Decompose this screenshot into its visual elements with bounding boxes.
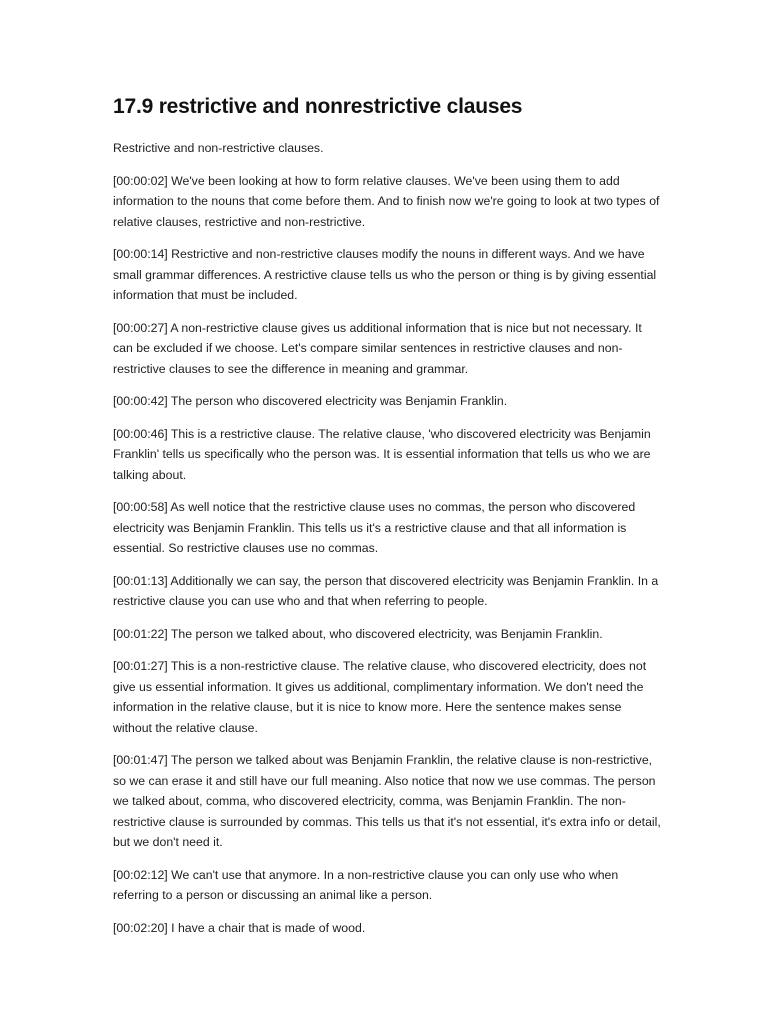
paragraph-00-01-22: [00:01:22] The person we talked about, who discovered electricity, was Benjamin Franklin. xyxy=(113,626,603,641)
page-title: 17.9 restrictive and nonrestrictive clauses xyxy=(113,95,523,118)
paragraph-00-00-42: [00:00:42] The person who discovered electricity was Benjamin Franklin. xyxy=(113,394,508,408)
document-page xyxy=(113,92,661,950)
paragraph-00-00-58: [00:00:58] As well notice that the restrictive clause uses no commas, the person who discovered electricity was Benjamin Franklin. This tells us it's a restrictive clause and that all information is essential. So restrictive clauses use no commas. xyxy=(113,500,636,555)
paragraph-intro: Restrictive and non-restrictive clauses. xyxy=(113,141,324,155)
paragraph-00-02-20: [00:02:20] I have a chair that is made of wood. xyxy=(113,920,366,935)
paragraph-00-00-14: [00:00:14] Restrictive and non-restrictive clauses modify the nouns in different ways. And we have small grammar differences. A restrictive clause tells us who the person or thing is by giving essential information that must be included. xyxy=(113,247,657,302)
paragraph-00-00-02: [00:00:02] We've been looking at how to form relative clauses. We've been using them to add information to the nouns that come before them. And to finish now we're going to look at two types of relative clauses, restrictive and non-restrictive. xyxy=(113,173,660,229)
paragraph-00-01-27: [00:01:27] This is a non-restrictive clause. The relative clause, who discovered electricity, does not give us essential information. It gives us additional, complimentary information. We don't need the information in the relative clause, but it is nice to know more. Here the sentence makes sense without the relative clause. xyxy=(113,659,647,735)
paragraph-00-00-27: [00:00:27] A non-restrictive clause gives us additional information that is nice but not necessary. It can be excluded if we choose. Let's compare similar sentences in restrictive clauses and non-restrictive clauses to see the difference in meaning and grammar. xyxy=(113,320,642,376)
paragraph-00-00-46: [00:00:46] This is a restrictive clause. The relative clause, 'who discovered electricity was Benjamin Franklin' tells us specifically who the person was. It is essential information that tells us who we are talking about. xyxy=(113,426,651,482)
paragraph-00-02-12: [00:02:12] We can't use that anymore. In a non-restrictive clause you can only use who when referring to a person or discussing an animal like a person. xyxy=(113,867,619,902)
paragraph-00-01-47: [00:01:47] The person we talked about was Benjamin Franklin, the relative clause is non-restrictive, so we can erase it and still have our full meaning. Also notice that now we use commas. The person we talked about, comma, who discovered electricity, comma, was Benjamin Franklin. The non-restrictive clause is surrounded by commas. This tells us that it's not essential, it's extra info or detail, but we don't need it. xyxy=(113,753,661,849)
paragraph-00-01-13: [00:01:13] Additionally we can say, the person that discovered electricity was Benjamin Franklin. In a restrictive clause you can use who and that when referring to people. xyxy=(113,573,659,608)
